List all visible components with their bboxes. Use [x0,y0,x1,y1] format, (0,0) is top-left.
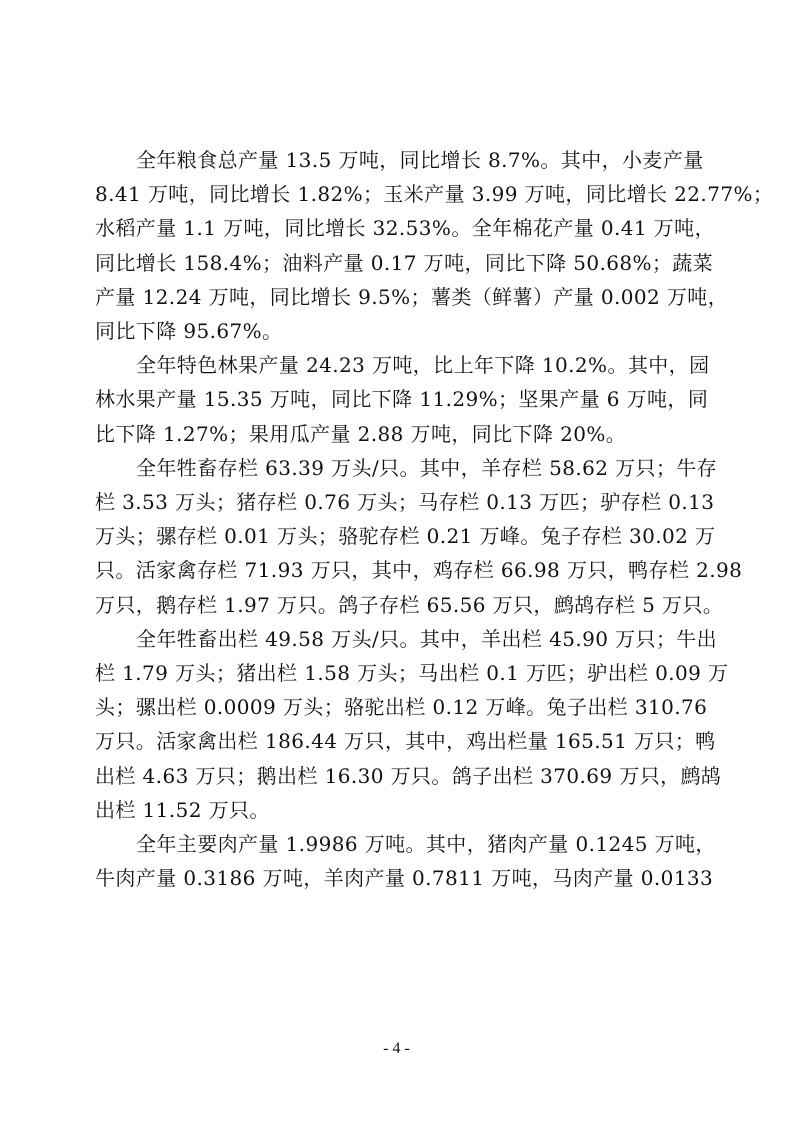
paragraph-meat-output [95,827,716,895]
text-line: 出栏 11.52 万只。 [95,797,270,822]
text-line: 出栏 4.63 万只；鹅出栏 16.30 万只。鸽子出栏 370.69 万只，鹧鸪 [95,763,722,788]
paragraph-livestock-stock [95,451,743,622]
text-line: 同比增长 158.4%；油料产量 0.17 万吨，同比下降 50.68%；蔬菜 [95,250,714,275]
text-line: 产量 12.24 万吨，同比增长 9.5%；薯类（鲜薯）产量 0.002 万吨， [95,284,729,309]
text-line: 8.41 万吨，同比增长 1.82%；玉米产量 3.99 万吨，同比增长 22.77%； [95,182,774,207]
text-line: 全年主要肉产量 1.9986 万吨。其中，猪肉产量 0.1245 万吨， [136,832,716,857]
text-line: 比下降 1.27%；果用瓜产量 2.88 万吨，同比下降 20%。 [95,421,627,446]
text-line: 栏 1.79 万头；猪出栏 1.58 万头；马出栏 0.1 万匹；驴出栏 0.09 万 [95,661,729,686]
text-line: 万只，鹅存栏 1.97 万只。鸽子存栏 65.56 万只，鹧鸪存栏 5 万只。 [95,592,724,617]
document-body [95,143,774,895]
text-line: 全年特色林果产量 24.23 万吨，比上年下降 10.2%。其中，园 [136,353,710,378]
paragraph-grain-output [95,143,774,348]
page-number: - 4 - [383,1040,410,1057]
text-line: 全年粮食总产量 13.5 万吨，同比增长 8.7%。其中，小麦产量 [136,148,704,172]
text-line: 只。活家禽存栏 71.93 万只，其中，鸡存栏 66.98 万只，鸭存栏 2.98 [95,558,743,583]
text-line: 牛肉产量 0.3186 万吨，羊肉产量 0.7811 万吨，马肉产量 0.0133 [95,866,714,891]
text-line: 全年牲畜存栏 63.39 万头/只。其中，羊存栏 58.62 万只；牛存 [136,455,718,480]
text-line: 林水果产量 15.35 万吨，同比下降 11.29%；坚果产量 6 万吨，同 [95,387,709,412]
text-line: 万头；骡存栏 0.01 万头；骆驼存栏 0.21 万峰。兔子存栏 30.02 万 [95,524,716,549]
text-line: 万只。活家禽出栏 186.44 万只，其中，鸡出栏量 165.51 万只；鸭 [95,729,716,754]
text-line: 头；骡出栏 0.0009 万头；骆驼出栏 0.12 万峰。兔子出栏 310.76 [95,695,708,720]
text-line: 全年牲畜出栏 49.58 万头/只。其中，羊出栏 45.90 万只；牛出 [136,626,718,651]
paragraph-livestock-slaughter [95,622,729,827]
text-line: 栏 3.53 万头；猪存栏 0.76 万头；马存栏 0.13 万匹；驴存栏 0.13 [95,490,715,515]
text-line: 水稻产量 1.1 万吨，同比增长 32.53%。全年棉花产量 0.41 万吨， [95,216,715,241]
paragraph-forest-fruit-output [95,348,710,451]
text-line: 同比下降 95.67%。 [95,319,283,344]
